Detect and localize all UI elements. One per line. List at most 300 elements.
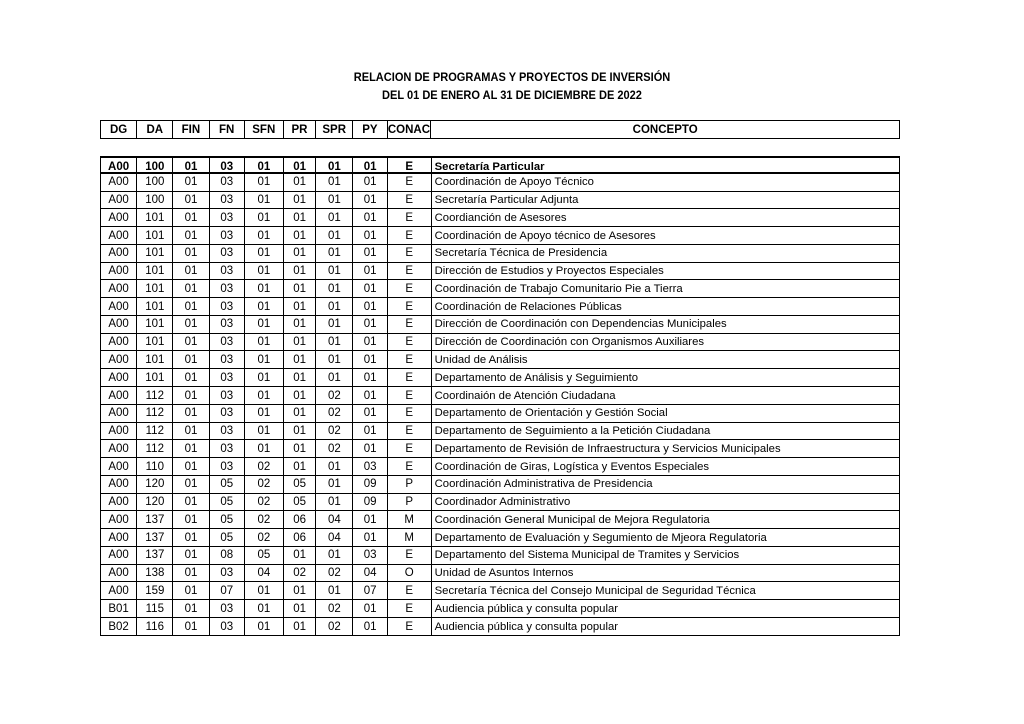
cell-spr: 01 [316,334,353,351]
header-fn: FN [210,121,245,138]
table-row [100,547,900,565]
table-row [100,529,900,547]
cell-da: 101 [137,209,173,226]
cell-fn: 03 [210,351,245,368]
cell-sfn: 01 [245,209,284,226]
cell-spr: 01 [316,494,353,511]
cell-spr: 01 [316,316,353,333]
table-row [100,227,900,245]
cell-fin: 01 [173,547,209,564]
header-dg: DG [101,121,137,138]
cell-da: 110 [137,458,173,475]
cell-concepto: Unidad de Análisis [432,351,900,368]
cell-da: 101 [137,227,173,244]
cell-fin: 01 [173,476,209,493]
cell-da: 120 [137,476,173,493]
cell-fn: 03 [210,209,245,226]
cell-spr: 01 [316,174,353,191]
cell-dg: A00 [101,158,137,175]
cell-pr: 01 [284,387,316,404]
table-row [100,405,900,423]
cell-py: 09 [353,494,387,511]
cell-sfn: 02 [245,476,284,493]
cell-py: 01 [353,227,387,244]
cell-fin: 01 [173,209,209,226]
cell-sfn: 01 [245,245,284,262]
cell-pr: 02 [284,565,316,582]
cell-spr: 01 [316,458,353,475]
cell-fn: 03 [210,387,245,404]
cell-py: 01 [353,423,387,440]
cell-spr: 01 [316,476,353,493]
cell-fn: 03 [210,245,245,262]
cell-da: 101 [137,280,173,297]
cell-concepto: Coordianción de Asesores [432,209,900,226]
table-row [100,192,900,210]
cell-concepto: Audiencia pública y consulta popular [432,600,900,617]
cell-dg: A00 [101,565,137,582]
document-subtitle: DEL 01 DE ENERO AL 31 DE DICIEMBRE DE 2022 [382,88,642,102]
cell-sfn: 01 [245,192,284,209]
cell-py: 01 [353,280,387,297]
cell-pr: 01 [284,600,316,617]
cell-fn: 03 [210,423,245,440]
cell-py: 01 [353,529,387,546]
cell-pr: 01 [284,158,316,175]
cell-sfn: 02 [245,511,284,528]
cell-sfn: 01 [245,369,284,386]
cell-spr: 01 [316,547,353,564]
table-body [100,0,900,724]
cell-da: 100 [137,174,173,191]
cell-da: 115 [137,600,173,617]
cell-spr: 01 [316,192,353,209]
cell-fin: 01 [173,245,209,262]
cell-dg: A00 [101,423,137,440]
cell-py: 01 [353,618,387,635]
cell-dg: A00 [101,334,137,351]
cell-sfn: 01 [245,316,284,333]
cell-fn: 03 [210,458,245,475]
cell-fn: 03 [210,227,245,244]
cell-pr: 01 [284,298,316,315]
cell-sfn: 05 [245,547,284,564]
cell-concepto: Coordinación de Apoyo Técnico [432,174,900,191]
cell-da: 101 [137,351,173,368]
cell-concepto: Secretaría Técnica del Consejo Municipal de Seguridad Técnica [432,582,900,599]
cell-spr: 01 [316,298,353,315]
table-row [100,334,900,352]
cell-conac: E [388,387,432,404]
cell-fin: 01 [173,440,209,457]
cell-conac: E [388,298,432,315]
table-row [100,565,900,583]
cell-py: 01 [353,192,387,209]
cell-dg: B01 [101,600,137,617]
cell-da: 120 [137,494,173,511]
cell-conac: E [388,334,432,351]
header-pr: PR [284,121,316,138]
cell-conac: E [388,316,432,333]
cell-dg: A00 [101,192,137,209]
cell-fn: 03 [210,174,245,191]
cell-da: 137 [137,529,173,546]
cell-concepto: Departamento del Sistema Municipal de Tramites y Servicios [432,547,900,564]
cell-spr: 01 [316,351,353,368]
cell-fn: 03 [210,316,245,333]
cell-pr: 06 [284,529,316,546]
cell-conac: M [388,529,432,546]
cell-py: 01 [353,316,387,333]
cell-spr: 01 [316,263,353,280]
table-row [100,298,900,316]
cell-fn: 05 [210,476,245,493]
table-row [100,351,900,369]
cell-sfn: 01 [245,582,284,599]
cell-da: 116 [137,618,173,635]
cell-da: 112 [137,423,173,440]
cell-sfn: 01 [245,263,284,280]
cell-da: 101 [137,334,173,351]
cell-dg: A00 [101,316,137,333]
cell-da: 100 [137,158,173,175]
cell-py: 09 [353,476,387,493]
cell-pr: 01 [284,458,316,475]
header-da: DA [137,121,173,138]
cell-dg: A00 [101,209,137,226]
cell-conac: E [388,158,432,175]
table-row [100,476,900,494]
cell-da: 112 [137,440,173,457]
cell-pr: 05 [284,494,316,511]
cell-concepto: Coordinación de Trabajo Comunitario Pie a Tierra [432,280,900,297]
cell-pr: 01 [284,618,316,635]
cell-conac: E [388,600,432,617]
cell-dg: A00 [101,582,137,599]
cell-spr: 01 [316,280,353,297]
cell-dg: A00 [101,458,137,475]
cell-sfn: 01 [245,600,284,617]
cell-fin: 01 [173,316,209,333]
table-row [100,423,900,441]
table-row [100,209,900,227]
cell-da: 159 [137,582,173,599]
cell-sfn: 04 [245,565,284,582]
cell-dg: A00 [101,369,137,386]
cell-dg: A00 [101,547,137,564]
table-row [100,263,900,281]
cell-fin: 01 [173,263,209,280]
cell-da: 138 [137,565,173,582]
cell-concepto: Coordinador Administrativo [432,494,900,511]
cell-sfn: 01 [245,158,284,175]
cell-fn: 03 [210,158,245,175]
cell-pr: 01 [284,440,316,457]
cell-fn: 05 [210,529,245,546]
header-py: PY [353,121,387,138]
cell-py: 01 [353,511,387,528]
cell-da: 101 [137,245,173,262]
cell-fin: 01 [173,369,209,386]
cell-py: 01 [353,334,387,351]
cell-dg: A00 [101,405,137,422]
cell-conac: E [388,351,432,368]
cell-py: 01 [353,298,387,315]
cell-spr: 04 [316,529,353,546]
cell-pr: 01 [284,369,316,386]
cell-pr: 01 [284,192,316,209]
cell-concepto: Coordinación Administrativa de Presidencia [432,476,900,493]
cell-fn: 03 [210,298,245,315]
table-row [100,245,900,263]
cell-py: 01 [353,600,387,617]
cell-sfn: 01 [245,618,284,635]
document-title: RELACION DE PROGRAMAS Y PROYECTOS DE INVERSIÓN [353,70,671,84]
cell-spr: 02 [316,423,353,440]
header-spr: SPR [316,121,353,138]
cell-conac: E [388,263,432,280]
cell-sfn: 01 [245,405,284,422]
cell-fin: 01 [173,565,209,582]
cell-dg: A00 [101,298,137,315]
cell-concepto: Secretaría Técnica de Presidencia [432,245,900,262]
cell-concepto: Coordinaión de Atención Ciudadana [432,387,900,404]
table-row [100,600,900,618]
cell-fin: 01 [173,158,209,175]
cell-fin: 01 [173,192,209,209]
cell-dg: A00 [101,511,137,528]
cell-dg: A00 [101,174,137,191]
cell-dg: A00 [101,440,137,457]
cell-spr: 01 [316,227,353,244]
cell-fin: 01 [173,351,209,368]
cell-conac: E [388,458,432,475]
cell-conac: E [388,174,432,191]
cell-spr: 01 [316,582,353,599]
cell-py: 03 [353,458,387,475]
cell-spr: 01 [316,209,353,226]
cell-fn: 07 [210,582,245,599]
cell-pr: 01 [284,405,316,422]
cell-pr: 01 [284,334,316,351]
cell-sfn: 02 [245,458,284,475]
cell-dg: A00 [101,494,137,511]
cell-conac: E [388,440,432,457]
cell-spr: 01 [316,245,353,262]
table-row [100,582,900,600]
cell-fn: 03 [210,618,245,635]
cell-fn: 03 [210,405,245,422]
cell-fn: 03 [210,280,245,297]
cell-py: 01 [353,209,387,226]
cell-sfn: 01 [245,298,284,315]
cell-fin: 01 [173,298,209,315]
cell-py: 01 [353,387,387,404]
cell-dg: A00 [101,263,137,280]
cell-fin: 01 [173,600,209,617]
cell-sfn: 02 [245,494,284,511]
cell-dg: A00 [101,529,137,546]
table-row [100,440,900,458]
cell-conac: E [388,280,432,297]
cell-conac: E [388,245,432,262]
cell-sfn: 01 [245,227,284,244]
cell-concepto: Coordinación de Relaciones Públicas [432,298,900,315]
cell-spr: 02 [316,618,353,635]
cell-conac: E [388,227,432,244]
cell-sfn: 01 [245,280,284,297]
cell-py: 04 [353,565,387,582]
cell-conac: E [388,369,432,386]
cell-fn: 03 [210,369,245,386]
cell-conac: E [388,547,432,564]
table-row [100,618,900,636]
cell-fn: 03 [210,263,245,280]
cell-sfn: 01 [245,334,284,351]
cell-conac: O [388,565,432,582]
cell-concepto: Departamento de Orientación y Gestión Social [432,405,900,422]
cell-concepto: Secretaría Particular Adjunta [432,192,900,209]
table-row [100,174,900,192]
cell-concepto: Coordinación General Municipal de Mejora Regulatoria [432,511,900,528]
table-row [100,387,900,405]
cell-pr: 01 [284,316,316,333]
header-sfn: SFN [245,121,284,138]
cell-fin: 01 [173,423,209,440]
header-concepto: CONCEPTO [632,123,698,136]
cell-dg: A00 [101,245,137,262]
cell-fn: 05 [210,494,245,511]
cell-spr: 04 [316,511,353,528]
cell-da: 100 [137,192,173,209]
cell-concepto: Departamento de Seguimiento a la Petición Ciudadana [432,423,900,440]
cell-dg: A00 [101,227,137,244]
cell-conac: E [388,582,432,599]
cell-py: 01 [353,405,387,422]
cell-spr: 02 [316,565,353,582]
cell-concepto: Secretaría Particular [432,158,900,175]
cell-fn: 05 [210,511,245,528]
cell-pr: 01 [284,547,316,564]
cell-fin: 01 [173,227,209,244]
cell-da: 101 [137,316,173,333]
cell-conac: E [388,192,432,209]
cell-fin: 01 [173,582,209,599]
cell-concepto: Unidad de Asuntos Internos [432,565,900,582]
cell-conac: M [388,511,432,528]
cell-pr: 01 [284,174,316,191]
cell-dg: B02 [101,618,137,635]
cell-dg: A00 [101,351,137,368]
cell-fn: 08 [210,547,245,564]
cell-pr: 01 [284,582,316,599]
cell-da: 137 [137,511,173,528]
cell-fin: 01 [173,174,209,191]
cell-concepto: Audiencia pública y consulta popular [432,618,900,635]
header-fin: FIN [173,121,209,138]
cell-concepto: Dirección de Estudios y Proyectos Especiales [432,263,900,280]
cell-py: 01 [353,351,387,368]
cell-spr: 02 [316,387,353,404]
cell-fin: 01 [173,280,209,297]
cell-sfn: 01 [245,423,284,440]
cell-da: 101 [137,298,173,315]
cell-conac: P [388,494,432,511]
header-conac: CONAC [388,121,432,138]
cell-py: 07 [353,582,387,599]
cell-sfn: 01 [245,387,284,404]
cell-dg: A00 [101,280,137,297]
cell-pr: 01 [284,227,316,244]
cell-sfn: 01 [245,174,284,191]
cell-py: 01 [353,174,387,191]
cell-fn: 03 [210,565,245,582]
cell-pr: 01 [284,280,316,297]
cell-py: 01 [353,440,387,457]
cell-fin: 01 [173,494,209,511]
cell-concepto: Departamento de Análisis y Seguimiento [432,369,900,386]
cell-spr: 02 [316,405,353,422]
cell-concepto: Coordinación de Apoyo técnico de Asesores [432,227,900,244]
cell-spr: 02 [316,440,353,457]
cell-fin: 01 [173,334,209,351]
cell-fin: 01 [173,387,209,404]
cell-da: 112 [137,405,173,422]
cell-pr: 06 [284,511,316,528]
table-row [100,369,900,387]
table-row [100,280,900,298]
cell-concepto: Departamento de Evaluación y Segumiento de Mjeora Regulatoria [432,529,900,546]
cell-fin: 01 [173,458,209,475]
cell-py: 01 [353,158,387,175]
cell-fn: 03 [210,440,245,457]
cell-py: 03 [353,547,387,564]
cell-concepto: Dirección de Coordinación con Organismos Auxiliares [432,334,900,351]
cell-dg: A00 [101,476,137,493]
cell-dg: A00 [101,387,137,404]
cell-concepto: Departamento de Revisión de Infraestructura y Servicios Municipales [432,440,900,457]
cell-pr: 01 [284,351,316,368]
cell-pr: 01 [284,263,316,280]
cell-fn: 03 [210,334,245,351]
cell-spr: 02 [316,600,353,617]
cell-fn: 03 [210,192,245,209]
cell-fin: 01 [173,618,209,635]
cell-sfn: 01 [245,351,284,368]
cell-da: 101 [137,263,173,280]
cell-fin: 01 [173,529,209,546]
cell-conac: E [388,209,432,226]
cell-concepto: Dirección de Coordinación con Dependencias Municipales [432,316,900,333]
cell-spr: 01 [316,158,353,175]
cell-da: 112 [137,387,173,404]
cell-fin: 01 [173,405,209,422]
table-row [100,511,900,529]
cell-concepto: Coordinación de Giras, Logística y Eventos Especiales [432,458,900,475]
cell-da: 137 [137,547,173,564]
cell-conac: E [388,405,432,422]
cell-py: 01 [353,369,387,386]
cell-py: 01 [353,263,387,280]
cell-fn: 03 [210,600,245,617]
cell-pr: 01 [284,423,316,440]
table-row [100,494,900,512]
table-row [100,156,900,174]
cell-pr: 01 [284,245,316,262]
table-row [100,458,900,476]
cell-py: 01 [353,245,387,262]
cell-pr: 05 [284,476,316,493]
